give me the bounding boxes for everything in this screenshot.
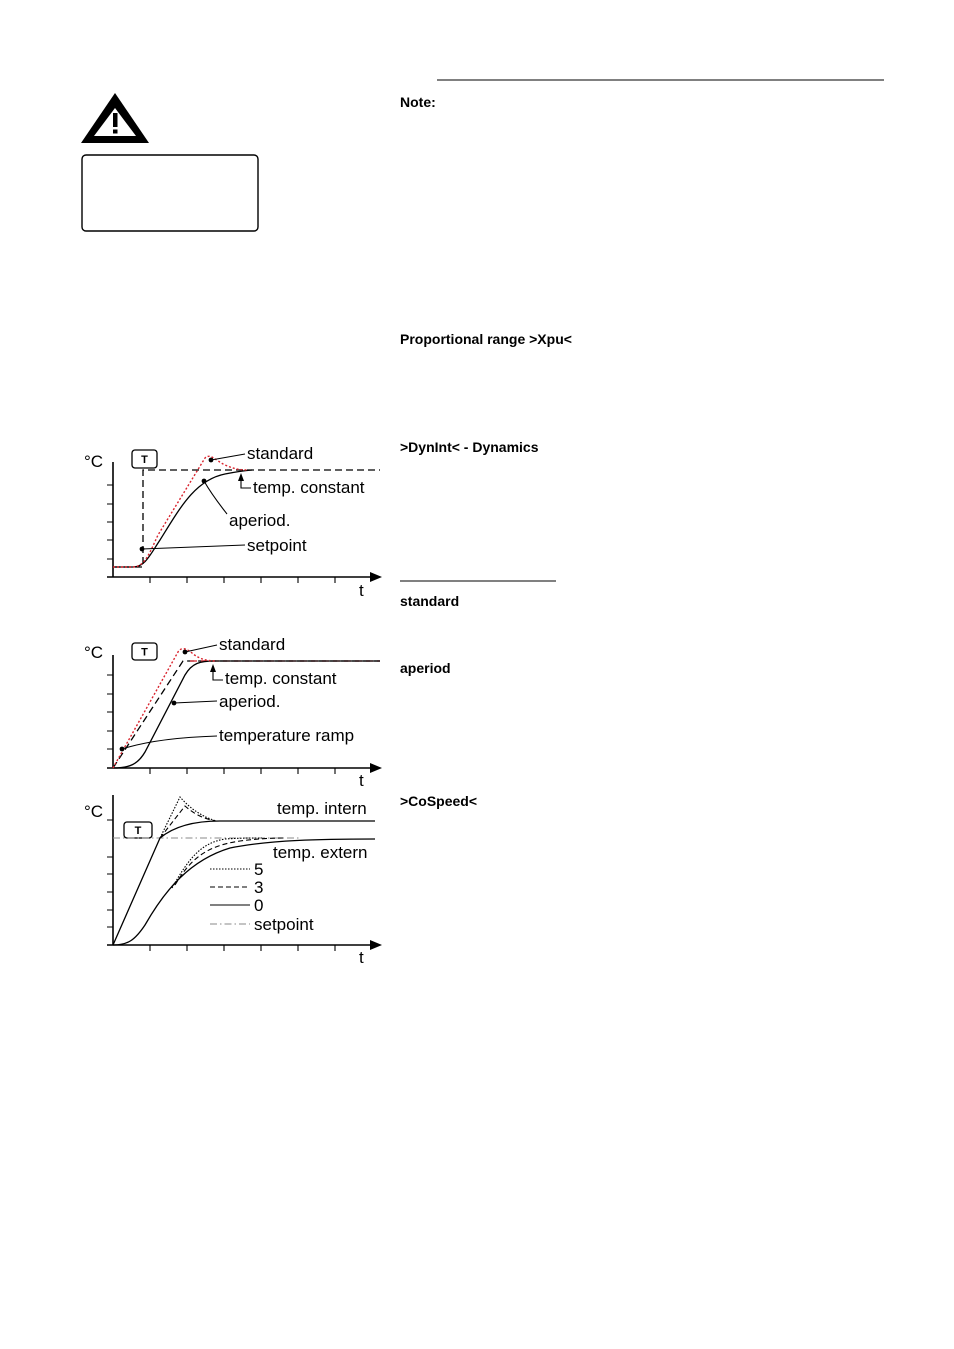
diagram-cospeed [84,795,382,967]
setpoint-leader [142,545,245,549]
standard-label: standard [247,444,314,463]
y-axis-ticks [107,820,113,927]
aperiod-heading: aperiod [400,660,451,676]
x-axis-ticks [150,945,335,951]
legend-label: 0 [254,896,264,915]
key-t-icon [124,822,152,838]
intern-label: temp. intern [277,799,367,818]
key-t-icon [132,643,157,660]
standard-curve [113,646,216,768]
key-label: T [141,454,148,466]
x-axis-label: t [359,771,364,790]
x-axis-arrow [370,572,382,582]
x-axis-ticks [150,768,335,774]
temp-constant-arrow [238,473,244,481]
y-axis-unit: °C [84,643,104,662]
warning-triangle-icon [81,93,149,143]
legend [210,860,314,934]
temp-constant-label: temp. constant [225,669,337,688]
temp-constant-leader [213,671,223,680]
legend-label: 3 [254,878,264,897]
diagram-dynamics-step [84,444,382,600]
setpoint-label: setpoint [247,536,307,555]
y-axis-unit: °C [84,452,104,471]
legend-label: setpoint [254,915,314,934]
temp-constant-label: temp. constant [253,478,365,497]
temp-constant-leader [241,480,251,488]
extern-label: temp. extern [273,843,368,862]
aperiod-label: aperiod. [219,692,281,711]
standard-leader [211,454,245,460]
legend-label: 5 [254,860,264,879]
cospeed-heading: >CoSpeed< [400,793,478,809]
warning-box [82,155,258,231]
aperiod-leader [204,481,227,514]
key-label: T [134,825,142,837]
temperature-ramp-label: temperature ramp [219,726,355,745]
y-axis-ticks [107,485,113,559]
key-t-icon [132,450,157,468]
x-axis-label: t [359,581,364,600]
standard-heading: standard [400,593,460,609]
dynint-heading: >DynInt< - Dynamics [400,439,539,455]
temp-constant-arrow [210,664,216,672]
x-axis-ticks [150,577,335,583]
temperature-ramp-leader [122,736,217,749]
x-axis-arrow [370,940,382,950]
standard-label: standard [219,635,286,654]
extern-curve-3 [175,838,285,885]
x-axis-label: t [359,948,364,967]
aperiod-leader [174,701,217,703]
note-heading: Note: [400,94,436,110]
aperiod-label: aperiod. [229,511,291,530]
key-label: T [141,646,148,659]
xpu-heading: Proportional range >Xpu< [400,331,572,347]
x-axis-arrow [370,763,382,773]
y-axis-ticks [107,675,113,749]
y-axis-unit: °C [84,802,104,821]
diagram-dynamics-ramp [84,635,382,790]
standard-leader [185,645,217,652]
